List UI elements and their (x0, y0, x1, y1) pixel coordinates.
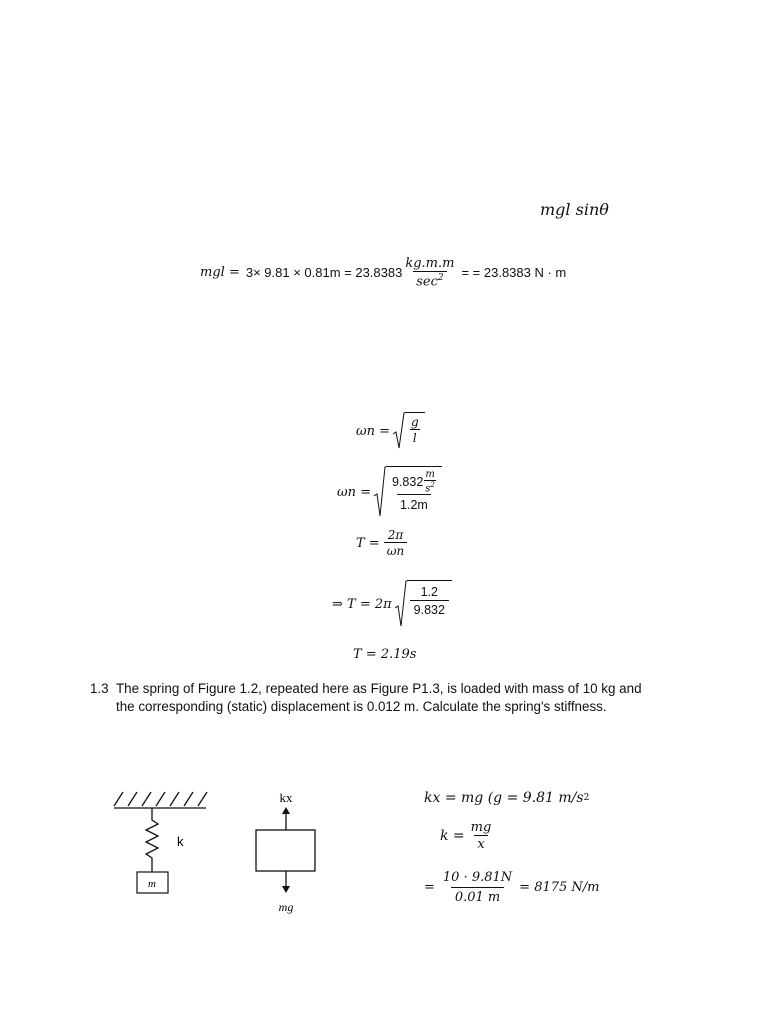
eq1-unit-fraction (402, 256, 457, 289)
free-body-block (256, 830, 315, 871)
wn2-den: 1.2m (397, 494, 431, 512)
moment-expression: mgl sinθ (540, 200, 609, 219)
wn2-lhs: ωn = (337, 484, 371, 500)
eq1-mid: 3× 9.81 × 0.81m = 23.8383 (245, 265, 403, 281)
spring-mass-diagram (100, 780, 340, 920)
t2-den: 9.832 (410, 600, 449, 617)
problem-statement (90, 680, 730, 716)
period-formula (356, 528, 407, 558)
solution-line-2: k = $\frac{mg}{x}$ (440, 820, 492, 852)
spring-label: k (177, 834, 184, 849)
wn1-lhs: ωn = (356, 423, 390, 439)
mass-label: m (148, 878, 156, 890)
t2-lhs: ⇒ T = 2π (332, 596, 392, 612)
problem-line-1: The spring of Figure 1.2, repeated here as Figure P1.3, is loaded with mass of 10 kg and (116, 681, 642, 696)
wn1-den: l (410, 429, 420, 445)
t1-den: ωn (384, 542, 408, 558)
eq1-lhs: mgl = (200, 265, 240, 281)
problem-line-2: the corresponding (static) displacement is 0.012 m. Calculate the spring's stiffness. (116, 699, 607, 714)
force-up-label: kx (279, 790, 293, 805)
spring-coil (146, 808, 158, 872)
t1-lhs: T = (356, 535, 380, 551)
force-down-label: mg (278, 900, 294, 914)
eq1-frac-num: kg.m.m (405, 256, 455, 271)
wn1-num: g (411, 415, 419, 429)
t1-num: 2π (387, 528, 404, 542)
eq1-rhs: = = 23.8383 N · m (461, 265, 567, 281)
solution-line-3: = $\frac{10 \cdot 9.81N}{0.01 m}$ = 8175 N/m (424, 870, 600, 905)
natural-frequency-formula (356, 412, 425, 450)
period-result: T = 2.19s (353, 647, 417, 662)
wn1-sqrt (393, 412, 425, 450)
moment-calculation (200, 256, 566, 289)
force-up-arrow (282, 807, 290, 814)
period-values (332, 580, 452, 628)
t2-sqrt (395, 580, 452, 628)
eq1-frac-den: $\sec^2$ (413, 271, 446, 289)
force-down-arrow (282, 886, 290, 893)
problem-number: 1.3 (90, 681, 109, 696)
natural-frequency-values (337, 466, 442, 518)
wn2-sqrt (374, 466, 442, 518)
wn2-num: 9.832 $\frac{m}{s^2}$ (392, 469, 435, 495)
solution-line-1: kx = mg (g = 9.81 m/s 2 (424, 790, 590, 806)
t2-num: 1.2 (420, 585, 438, 599)
